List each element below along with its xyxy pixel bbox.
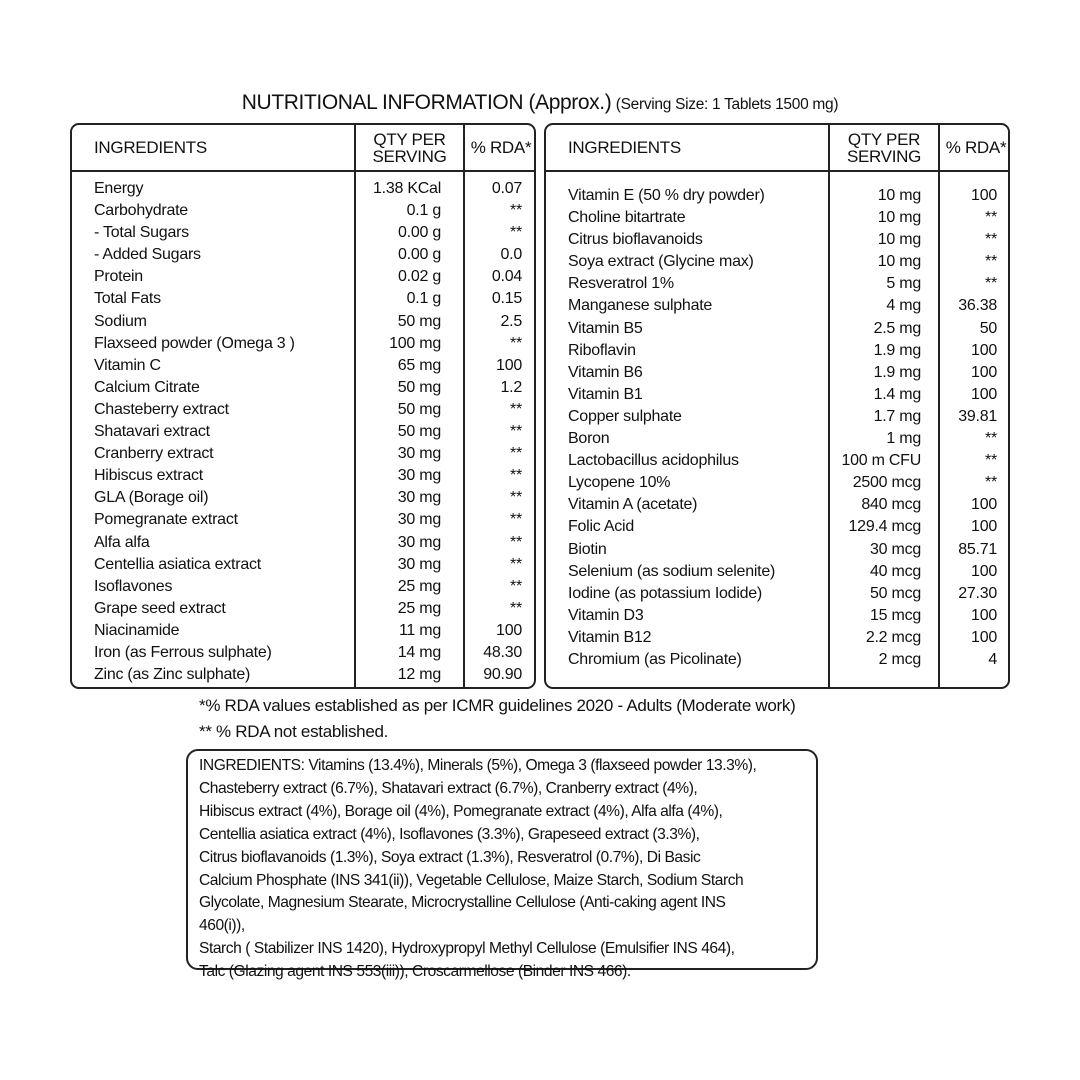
ingredient-qty: 0.1 g	[406, 290, 441, 308]
ingredient-name: Vitamin C	[94, 356, 161, 374]
ingredient-name: Hibiscus extract	[94, 467, 203, 485]
table-row	[546, 649, 1008, 671]
table-row	[72, 288, 534, 310]
ingredient-qty: 840 mcg	[861, 496, 921, 514]
table-row	[72, 620, 534, 642]
table-row	[546, 605, 1008, 627]
ingredient-rda: **	[985, 209, 997, 227]
table-row	[546, 516, 1008, 538]
table-row	[546, 406, 1008, 428]
ingredient-name: Soya extract (Glycine max)	[568, 253, 754, 271]
ingredient-name: Pomegranate extract	[94, 511, 238, 529]
ingredient-name: Protein	[94, 268, 143, 286]
table-row	[72, 311, 534, 333]
ingredient-qty: 30 mg	[397, 511, 441, 529]
table-row	[72, 642, 534, 664]
ingredient-rda: 100	[971, 385, 997, 403]
ingredient-rda: **	[510, 423, 522, 441]
ingredient-qty: 10 mg	[877, 231, 921, 249]
table-row	[72, 421, 534, 443]
ingredient-rda: 100	[971, 606, 997, 624]
ingredient-name: Centellia asiatica extract	[94, 555, 261, 573]
ingredient-name: Choline bitartrate	[568, 209, 686, 227]
ingredient-name: Shatavari extract	[94, 423, 210, 441]
table-row	[72, 200, 534, 222]
ingredient-qty: 2.5 mg	[873, 319, 921, 337]
ingredient-rda: **	[510, 467, 522, 485]
table-row	[546, 450, 1008, 472]
ingredient-rda: **	[510, 555, 522, 573]
ingredient-name: Biotin	[568, 540, 607, 558]
ingredients-line: INGREDIENTS: Vitamins (13.4%), Minerals (5%), Omega 3 (flaxseed powder 13.3%),	[199, 757, 757, 774]
header-ingredients: INGREDIENTS	[94, 138, 207, 157]
nutrition-table-right	[544, 123, 1010, 689]
ingredient-name: Resveratrol 1%	[568, 275, 674, 293]
table-row	[72, 244, 534, 266]
ingredient-qty: 14 mg	[397, 643, 441, 661]
header-qty-per-serving	[356, 125, 463, 170]
ingredient-qty: 30 mg	[397, 467, 441, 485]
table-row	[72, 576, 534, 598]
ingredient-rda: **	[510, 577, 522, 595]
ingredient-name: Chromium (as Picolinate)	[568, 650, 742, 668]
ingredient-rda: 0.07	[491, 180, 522, 197]
ingredient-rda: 0.15	[491, 290, 522, 308]
ingredient-qty: 0.02 g	[398, 268, 441, 286]
ingredient-name: Lactobacillus acidophilus	[568, 452, 739, 470]
ingredient-rda: 2.5	[500, 312, 522, 330]
ingredient-qty: 1.9 mg	[873, 341, 921, 359]
ingredient-rda: 100	[971, 363, 997, 381]
ingredient-qty: 50 mg	[397, 312, 441, 330]
ingredients-line: Glycolate, Magnesium Stearate, Microcrystalline Cellulose (Anti-caking agent INS	[199, 894, 726, 912]
ingredients-list	[199, 755, 839, 984]
header-qty-line2: SERVING	[846, 146, 922, 166]
ingredient-rda: **	[510, 511, 522, 529]
table-row	[72, 598, 534, 620]
ingredient-name: Flaxseed powder (Omega 3 )	[94, 334, 295, 352]
ingredient-name: Citrus bioflavanoids	[568, 231, 703, 249]
ingredients-line: Chasteberry extract (6.7%), Shatavari extract (6.7%), Cranberry extract (4%),	[199, 779, 698, 797]
ingredient-name: GLA (Borage oil)	[94, 489, 209, 507]
serving-size: (Serving Size: 1 Tablets 1500 mg)	[615, 96, 839, 113]
ingredient-qty: 25 mg	[397, 599, 441, 617]
table-row	[546, 207, 1008, 229]
rda-not-established-note: ** % RDA not established.	[199, 722, 389, 741]
ingredient-rda: **	[985, 253, 997, 271]
ingredient-rda: 48.30	[483, 643, 522, 661]
ingredient-qty: 30 mg	[397, 489, 441, 507]
ingredient-rda: **	[985, 430, 997, 448]
ingredient-qty: 1.9 mg	[873, 363, 921, 381]
ingredient-qty: 0.1 g	[406, 202, 441, 220]
table-row	[546, 494, 1008, 516]
header-rda: % RDA*	[945, 138, 1007, 157]
ingredient-name: Chasteberry extract	[94, 400, 229, 418]
ingredient-name: Calcium Citrate	[94, 378, 200, 396]
table-row	[546, 340, 1008, 362]
ingredient-qty: 0.00 g	[398, 246, 441, 264]
ingredient-name: Boron	[568, 430, 610, 448]
ingredient-rda: **	[510, 224, 522, 242]
table-row	[546, 251, 1008, 273]
table-row	[72, 222, 534, 244]
table-row	[72, 266, 534, 288]
table-row	[72, 487, 534, 509]
ingredients-line: 460(i)),	[199, 917, 245, 935]
header-divider	[546, 170, 1008, 172]
ingredient-rda: **	[510, 400, 522, 418]
ingredient-rda: 100	[971, 496, 997, 514]
table-row	[72, 465, 534, 487]
ingredient-name: - Added Sugars	[94, 246, 201, 264]
table-row	[546, 561, 1008, 583]
ingredient-rda: 85.71	[958, 540, 997, 558]
ingredient-name: Sodium	[94, 312, 147, 330]
ingredients-line: Talc (Glazing agent INS 553(iii)), Croscarmellose (Binder INS 466).	[199, 963, 631, 981]
ingredient-name: Iron (as Ferrous sulphate)	[94, 643, 272, 661]
table-row	[72, 333, 534, 355]
ingredient-rda: 39.81	[958, 407, 997, 425]
ingredient-name: Niacinamide	[94, 621, 180, 639]
ingredient-qty: 15 mcg	[870, 606, 921, 624]
ingredient-rda: **	[985, 474, 997, 492]
ingredient-rda: 100	[496, 356, 522, 374]
ingredient-qty: 4 mg	[886, 297, 921, 315]
ingredient-rda: 0.04	[491, 268, 522, 286]
ingredients-line: Calcium Phosphate (INS 341(ii)), Vegetable Cellulose, Maize Starch, Sodium Starch	[199, 871, 744, 889]
ingredient-qty: 30 mcg	[870, 540, 921, 558]
ingredient-rda: 4	[988, 650, 997, 668]
ingredient-qty: 5 mg	[886, 275, 921, 293]
header-divider	[72, 170, 534, 172]
table-row	[546, 273, 1008, 295]
rda-footnote: *% RDA values established as per ICMR guidelines 2020 - Adults (Moderate work)	[199, 696, 796, 715]
ingredient-qty: 100 mg	[389, 334, 441, 352]
table-row	[72, 377, 534, 399]
header-qty-line1: QTY PER	[373, 129, 446, 149]
ingredient-name: Grape seed extract	[94, 599, 226, 617]
ingredient-qty: 40 mcg	[870, 562, 921, 580]
ingredient-qty: 11 mg	[398, 621, 441, 639]
table-body	[546, 185, 1008, 671]
ingredient-qty: 50 mg	[397, 423, 441, 441]
ingredient-name: Isoflavones	[94, 577, 173, 595]
ingredient-rda: 1.2	[500, 378, 522, 396]
ingredient-qty: 10 mg	[877, 253, 921, 271]
ingredient-rda: 100	[971, 341, 997, 359]
ingredient-qty: 30 mg	[397, 533, 441, 551]
ingredient-qty: 25 mg	[397, 577, 441, 595]
header-qty-line2: SERVING	[372, 146, 447, 166]
ingredient-rda: **	[510, 334, 522, 352]
ingredient-rda: 90.90	[483, 666, 522, 684]
ingredient-qty: 1 mg	[886, 430, 921, 448]
table-row	[72, 355, 534, 377]
ingredient-name: Carbohydrate	[94, 202, 188, 220]
ingredient-name: Selenium (as sodium selenite)	[568, 562, 776, 580]
ingredient-name: Vitamin B5	[568, 319, 643, 337]
header-qty-line1: QTY PER	[847, 129, 921, 149]
ingredient-name: Vitamin D3	[568, 606, 644, 624]
ingredient-rda: 100	[496, 621, 522, 639]
table-row	[72, 532, 534, 554]
ingredient-name: Manganese sulphate	[568, 297, 713, 315]
ingredient-rda: **	[510, 489, 522, 507]
ingredient-qty: 2 mcg	[878, 650, 921, 668]
table-row	[546, 539, 1008, 561]
ingredient-name: Folic Acid	[568, 518, 634, 536]
ingredient-qty: 65 mg	[397, 356, 441, 374]
ingredient-qty: 50 mg	[397, 400, 441, 418]
ingredient-name: - Total Sugars	[94, 224, 189, 242]
ingredient-qty: 10 mg	[877, 187, 921, 204]
header-rda: % RDA*	[470, 138, 532, 157]
nutrition-table-left	[70, 123, 536, 689]
ingredient-name: Zinc (as Zinc sulphate)	[94, 666, 251, 684]
table-row	[546, 229, 1008, 251]
ingredient-rda: 100	[971, 518, 997, 536]
table-row	[546, 295, 1008, 317]
ingredient-qty: 0.00 g	[398, 224, 441, 242]
table-row	[546, 318, 1008, 340]
ingredient-rda: **	[510, 202, 522, 220]
ingredient-rda: **	[510, 533, 522, 551]
table-row	[546, 583, 1008, 605]
ingredient-rda: **	[985, 231, 997, 249]
ingredient-name: Vitamin B12	[568, 628, 652, 646]
table-row	[546, 362, 1008, 384]
ingredient-name: Iodine (as potassium Iodide)	[568, 584, 762, 602]
ingredient-qty: 1.4 mg	[873, 385, 921, 403]
ingredient-name: Vitamin B1	[568, 385, 643, 403]
table-row	[72, 554, 534, 576]
ingredient-qty: 50 mcg	[870, 584, 921, 602]
ingredient-name: Vitamin A (acetate)	[568, 496, 698, 514]
ingredient-qty: 1.38 KCal	[372, 180, 441, 197]
ingredient-rda: **	[985, 452, 997, 470]
ingredient-qty: 100 m CFU	[841, 452, 921, 470]
ingredients-line: Hibiscus extract (4%), Borage oil (4%), Pomegranate extract (4%), Alfa alfa (4%),	[199, 802, 723, 820]
ingredient-name: Total Fats	[94, 290, 161, 308]
ingredient-qty: 12 mg	[397, 666, 441, 684]
table-row	[72, 443, 534, 465]
table-row	[72, 178, 534, 200]
ingredient-qty: 2.2 mcg	[865, 628, 921, 646]
ingredient-name: Copper sulphate	[568, 407, 682, 425]
table-row	[72, 399, 534, 421]
ingredient-qty: 10 mg	[877, 209, 921, 227]
ingredient-name: Lycopene 10%	[568, 474, 671, 492]
table-body	[72, 178, 534, 686]
ingredient-qty: 2500 mcg	[852, 474, 921, 492]
table-row	[546, 428, 1008, 450]
ingredient-rda: 100	[971, 562, 997, 580]
ingredient-name: Cranberry extract	[94, 445, 214, 463]
ingredient-rda: 0.0	[500, 246, 522, 264]
ingredients-line: Centellia asiatica extract (4%), Isoflavones (3.3%), Grapeseed extract (3.3%),	[199, 825, 700, 843]
page-title	[0, 91, 1080, 115]
ingredient-rda: 50	[979, 319, 997, 337]
ingredient-name: Energy	[94, 180, 144, 197]
title-main: NUTRITIONAL INFORMATION (Approx.)	[241, 91, 612, 114]
table-row	[546, 384, 1008, 406]
ingredient-name: Vitamin E (50 % dry powder)	[568, 187, 765, 204]
ingredient-name: Alfa alfa	[94, 533, 150, 551]
table-row	[546, 472, 1008, 494]
ingredient-rda: **	[510, 599, 522, 617]
table-row	[72, 509, 534, 531]
ingredient-rda: 36.38	[958, 297, 997, 315]
table-row	[72, 664, 534, 686]
ingredient-qty: 1.7 mg	[873, 407, 921, 425]
ingredient-rda: 27.30	[958, 584, 997, 602]
ingredient-qty: 50 mg	[397, 378, 441, 396]
header-ingredients: INGREDIENTS	[568, 138, 681, 157]
ingredient-qty: 30 mg	[397, 555, 441, 573]
ingredient-rda: 100	[971, 628, 997, 646]
ingredient-rda: 100	[971, 187, 997, 204]
ingredient-rda: **	[985, 275, 997, 293]
ingredient-name: Vitamin B6	[568, 363, 643, 381]
ingredient-name: Riboflavin	[568, 341, 636, 359]
ingredients-line: Citrus bioflavanoids (1.3%), Soya extract (1.3%), Resveratrol (0.7%), Di Basic	[199, 848, 701, 866]
ingredient-rda: **	[510, 445, 522, 463]
table-row	[546, 627, 1008, 649]
ingredients-line: Starch ( Stabilizer INS 1420), Hydroxypropyl Methyl Cellulose (Emulsifier INS 464),	[199, 940, 735, 958]
header-qty-per-serving	[830, 125, 938, 170]
table-row	[546, 185, 1008, 207]
ingredient-qty: 30 mg	[397, 445, 441, 463]
ingredient-qty: 129.4 mcg	[848, 518, 921, 536]
